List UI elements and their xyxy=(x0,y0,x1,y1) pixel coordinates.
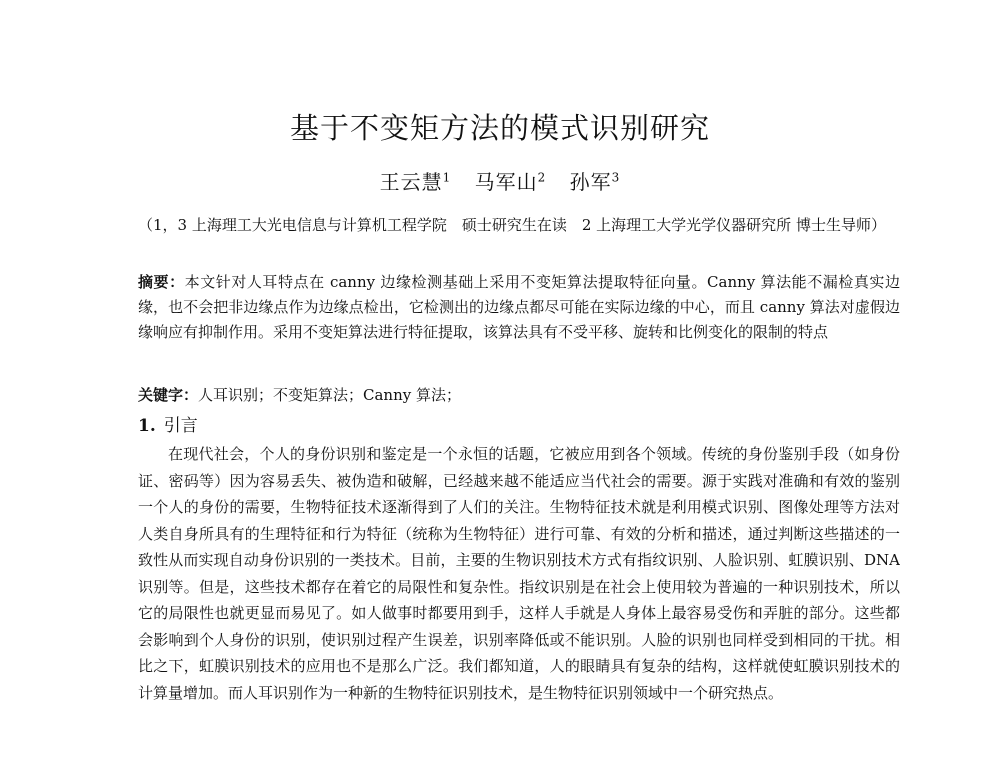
affiliation: （1，3 上海理工大光电信息与计算机工程学院 硕士研究生在读 2 上海理工大学光学仪器研究所 博士生导师） xyxy=(138,216,886,234)
author-2 xyxy=(475,170,547,194)
keywords-label: 关键字： xyxy=(138,386,199,404)
abstract-text: 本文针对人耳特点在 canny 边缘检测基础上采用不变矩算法提取特征向量。Canny 算法能不漏检真实边缘，也不会把非边缘点作为边缘点检出，它检测出的边缘点都尽可能在实际边缘的中心，而且 canny 算法对虚假边缘响应有抑制作用。采用不变矩算法进行特征提取，该算法具有不受平移、旋转和比例变化的限制的特点 xyxy=(138,273,900,341)
section-heading xyxy=(138,411,198,436)
abstract-label: 摘要： xyxy=(138,273,185,291)
author-affiliation-mark: 2 xyxy=(537,170,547,185)
author-affiliation-mark: 1 xyxy=(442,170,452,185)
author-name: 王云慧 xyxy=(379,170,443,194)
author-list xyxy=(0,166,1000,195)
section-number: 1. xyxy=(138,416,156,436)
abstract xyxy=(138,270,900,345)
author-1 xyxy=(380,170,452,194)
paper-title: 基于不变矩方法的模式识别研究 xyxy=(289,111,710,145)
author-name: 马军山 xyxy=(474,170,538,194)
author-affiliation-mark: 3 xyxy=(611,170,621,185)
section-title: 引言 xyxy=(163,416,198,436)
section-body: 在现代社会，个人的身份识别和鉴定是一个永恒的话题，它被应用到各个领域。传统的身份鉴别手段（如身份证、密码等）因为容易丢失、被伪造和破解，已经越来越不能适应当代社会的需要。源于实践对准确和有效的鉴别一个人的身份的需要，生物特征技术逐渐得到了人们的关注。生物特征技术就是利用模式识别、图像处理等方法对人类自身所具有的生理特征和行为特征（统称为生物特征）进行可靠、有效的分析和描述，通过判断这些描述的一致性从而实现自动身份识别的一类技术。目前，主要的生物识别技术方式有指纹识别、人脸识别、虹膜识别、DNA 识别等。但是，这些技术都存在着它的局限性和复杂性。指纹识别是在社会上使用较为普遍的一种识别技术，所以它的局限性也就更显而易见了。如人做事时都要用到手，这样人手就是人身体上最容易受伤和弄脏的部分。这些都会影响到个人身份的识别，使识别过程产生误差，识别率降低或不能识别。人脸的识别也同样受到相同的干扰。相比之下，虹膜识别技术的应用也不是那么广泛。我们都知道，人的眼睛具有复杂的结构，这样就使虹膜识别技术的计算量增加。而人耳识别作为一种新的生物特征识别技术，是生物特征识别领域中一个研究热点。 xyxy=(138,445,900,702)
author-name: 孙军 xyxy=(569,170,612,194)
author-3 xyxy=(570,170,621,194)
keywords-text: 人耳识别；不变矩算法；Canny 算法； xyxy=(198,386,462,404)
keywords xyxy=(138,383,900,408)
